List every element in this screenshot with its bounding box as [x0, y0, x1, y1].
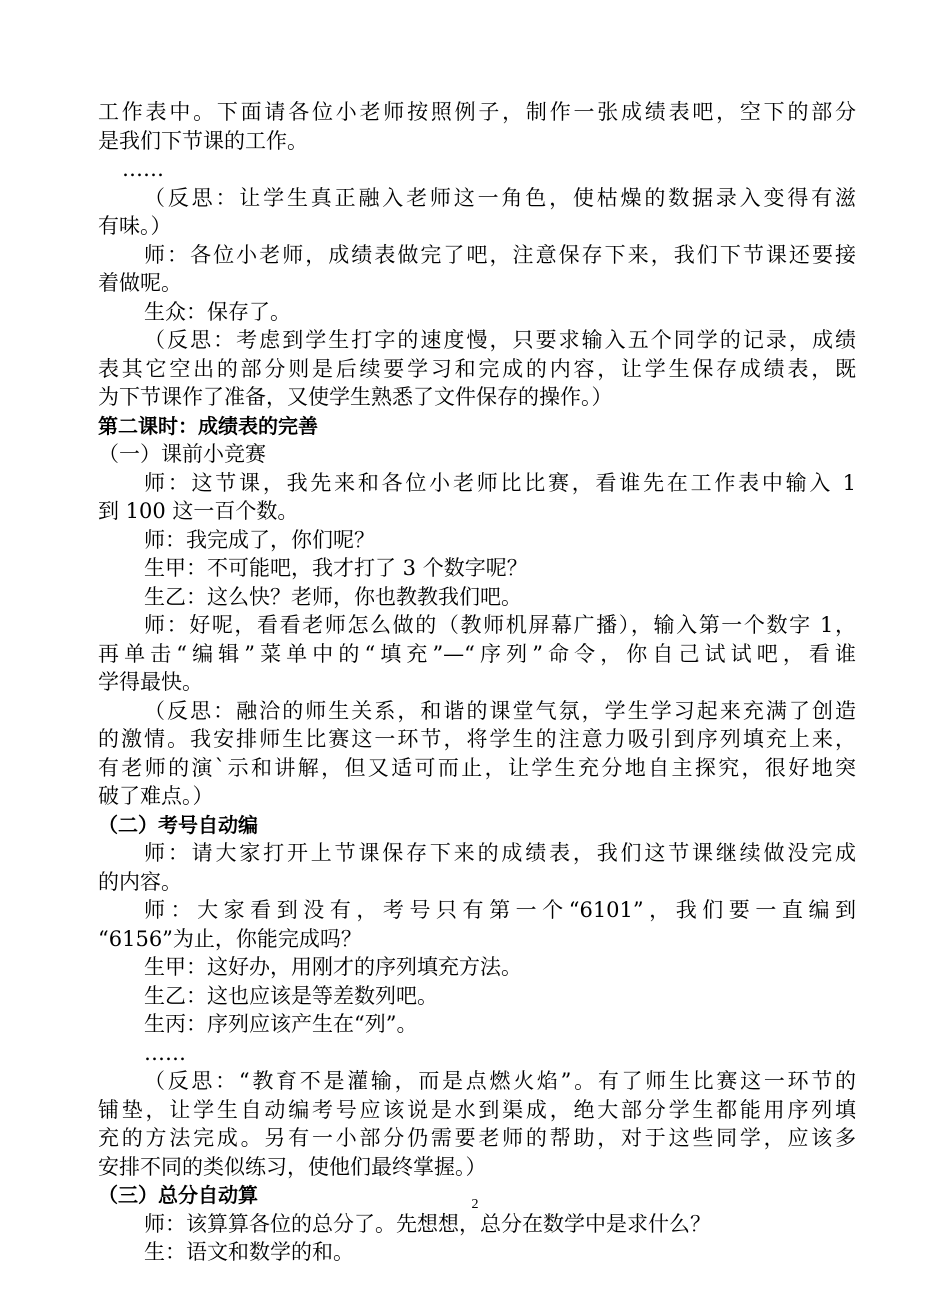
- document-body: [98, 98, 856, 1267]
- dialogue-line: 生乙：这么快？老师，你也教教我们吧。: [144, 584, 522, 609]
- dialogue-line: 学得最快。: [98, 670, 203, 694]
- reflection-line: 有味。）: [98, 214, 172, 238]
- lesson-heading: 第二课时：成绩表的完善: [98, 413, 318, 438]
- ellipsis-line: ……: [144, 1040, 186, 1065]
- reflection-line: 破了难点。）: [98, 784, 214, 808]
- dialogue-line: 师：我完成了，你们呢？: [144, 527, 375, 552]
- section-heading: （二）考号自动编: [98, 812, 258, 837]
- dialogue-line: 师：这节课，我先来和各位小老师比比赛，看谁先在工作表中输入 1: [144, 470, 856, 495]
- dialogue-line: 再单击“编辑”菜单中的“填充”—“序列”命令，你自己试试吧，看谁: [98, 641, 856, 666]
- dialogue-line: 师：请大家打开上节课保存下来的成绩表，我们这节课继续做没完成: [144, 841, 856, 865]
- reflection-line: （反思：考虑到学生打字的速度慢，只要求输入五个同学的记录，成绩: [144, 328, 856, 352]
- reflection-line: 铺垫，让学生自动编考号应该说是水到渠成，绝大部分学生都能用序列填: [98, 1097, 856, 1122]
- reflection-line: 有老师的演`示和讲解，但又适可而止，让学生充分地自主探究，很好地突: [98, 755, 856, 780]
- reflection-line: （反思：融洽的师生关系，和谐的课堂气氛，学生学习起来充满了创造: [144, 698, 856, 723]
- dialogue-line: 师：各位小老师，成绩表做完了吧，注意保存下来，我们下节课还要接: [144, 242, 856, 267]
- reflection-line: 表其它空出的部分则是后续要学习和完成的内容，让学生保存成绩表，既: [98, 356, 856, 381]
- section-heading: （一）课前小竞赛: [98, 442, 266, 466]
- dialogue-line: 生丙：序列应该产生在“列”。: [144, 1012, 418, 1036]
- dialogue-line: 生众：保存了。: [144, 299, 291, 324]
- dialogue-line: 生乙：这也应该是等差数列吧。: [144, 983, 438, 1008]
- reflection-line: 安排不同的类似练习，使他们最终掌握。）: [98, 1154, 487, 1179]
- ellipsis-line: ……: [122, 157, 164, 181]
- page-number: 2: [471, 1197, 479, 1212]
- paragraph-line: 工作表中。下面请各位小老师按照例子，制作一张成绩表吧，空下的部分: [98, 100, 856, 124]
- dialogue-line: 生甲：不可能吧，我才打了 3 个数字呢？: [144, 556, 528, 580]
- dialogue-line: 到 100 这一百个数。: [98, 499, 299, 523]
- reflection-line: 的激情。我安排师生比赛这一环节，将学生的注意力吸引到序列填充上来，: [98, 727, 856, 751]
- dialogue-line: 师：大家看到没有，考号只有第一个“6101”，我们要一直编到: [144, 898, 856, 922]
- dialogue-line: 师：该算算各位的总分了。先想想，总分在数学中是求什么？: [144, 1211, 711, 1236]
- reflection-line: （反思：“教育不是灌输，而是点燃火焰”。有了师生比赛这一环节的: [144, 1069, 856, 1093]
- dialogue-line: 着做呢。: [98, 271, 182, 295]
- dialogue-line: 的内容。: [98, 869, 182, 894]
- dialogue-line: 生甲：这好办，用刚才的序列填充方法。: [144, 955, 522, 979]
- reflection-line: （反思：让学生真正融入老师这一角色，使枯燥的数据录入变得有滋: [144, 185, 856, 210]
- reflection-line: 充的方法完成。另有一小部分仍需要老师的帮助，对于这些同学，应该多: [98, 1126, 856, 1150]
- section-heading: （三）总分自动算: [98, 1183, 258, 1207]
- dialogue-line: 生：语文和数学的和。: [144, 1240, 354, 1264]
- dialogue-line: 师：好呢，看看老师怎么做的（教师机屏幕广播），输入第一个数字 1，: [144, 613, 856, 637]
- reflection-line: 为下节课作了准备，又使学生熟悉了文件保存的操作。）: [98, 385, 613, 409]
- dialogue-line: “6156”为止，你能完成吗？: [98, 926, 362, 951]
- paragraph-line: 是我们下节课的工作。: [98, 128, 308, 153]
